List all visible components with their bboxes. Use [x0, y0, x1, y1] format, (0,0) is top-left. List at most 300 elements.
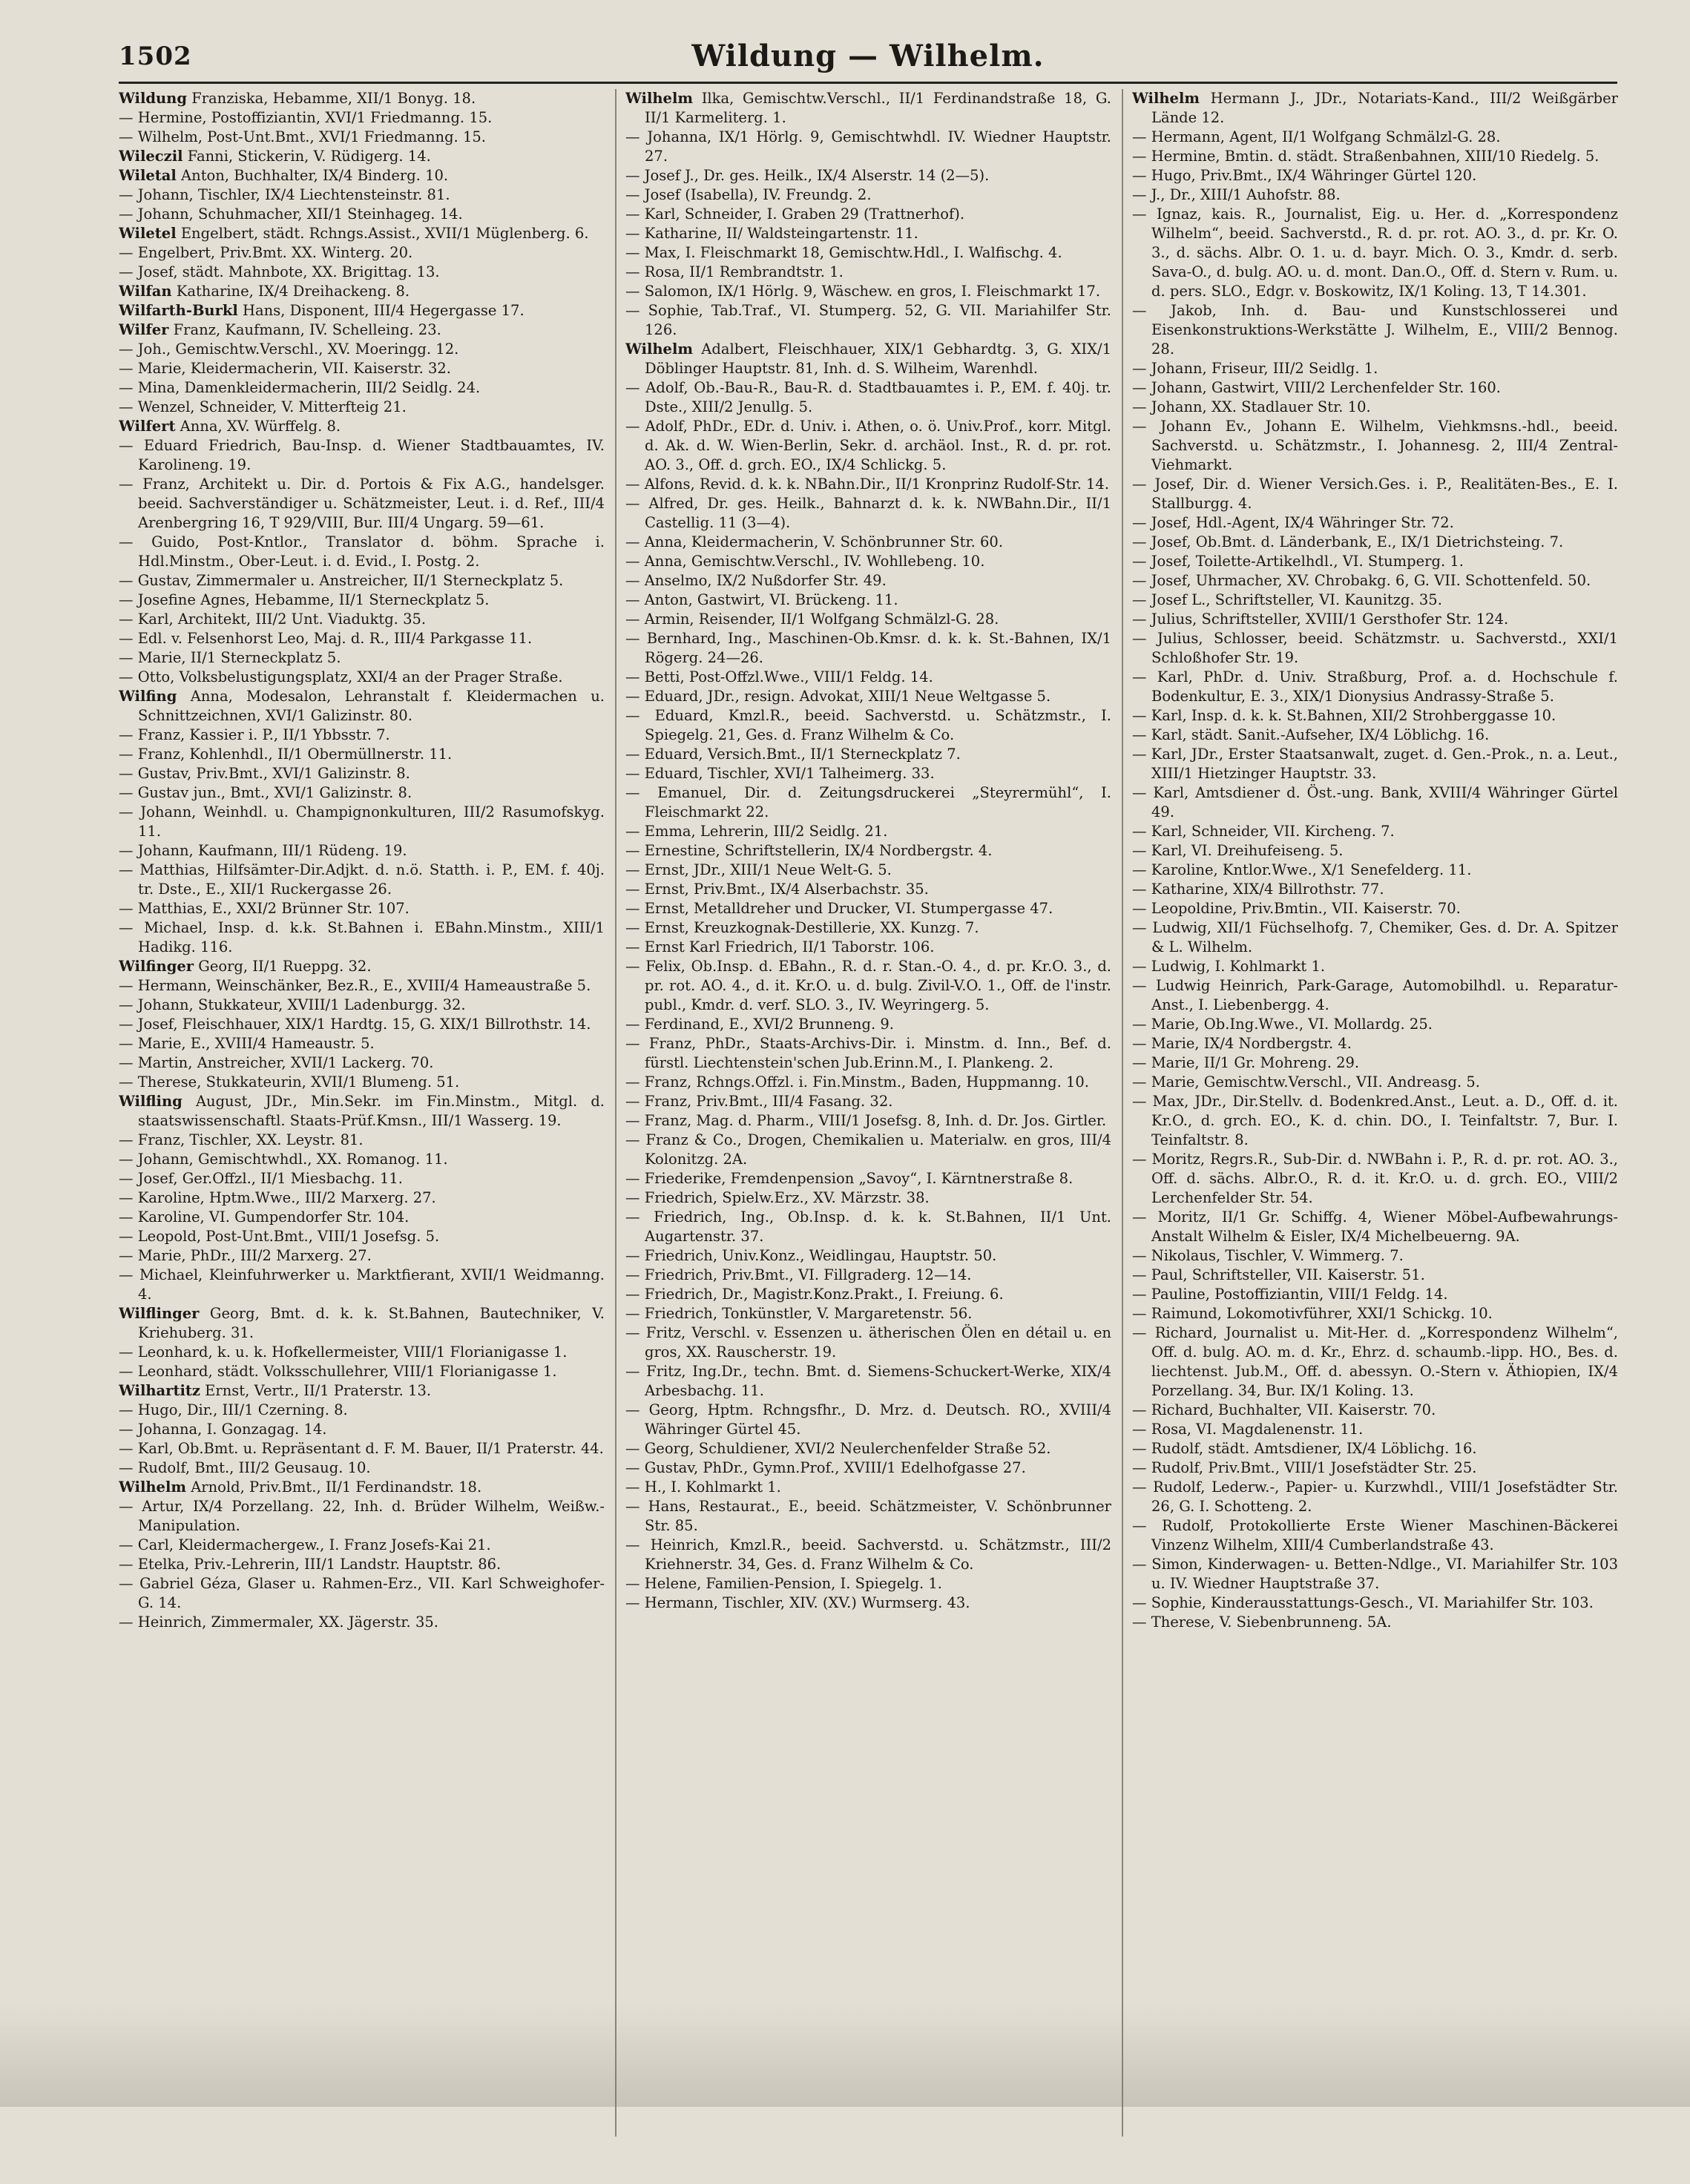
- directory-entry: [119, 1073, 605, 1092]
- entry-text: — Josef, Fleischhauer, XIX/1 Hardtg. 15, G. XIX/1 Billrothstr. 14.: [119, 1016, 591, 1033]
- directory-entry: [119, 398, 605, 417]
- entry-text: — Alfred, Dr. ges. Heilk., Bahnarzt d. k. k. NWBahn.Dir., II/1 Castellig. 11 (3—4).: [625, 495, 1111, 531]
- entry-text: — Johann, Gemischtwhdl., XX. Romanog. 11.: [119, 1151, 448, 1168]
- running-title: Wildung — Wilhelm.: [691, 39, 1045, 73]
- entry-text: — Katharine, II/ Waldsteingartenstr. 11.: [625, 225, 918, 242]
- entry-text: — Sophie, Tab.Traf., VI. Stumperg. 52, G. VII. Mariahilfer Str. 126.: [625, 302, 1111, 338]
- directory-entry: [1132, 89, 1618, 128]
- entry-text: — Artur, IX/4 Porzellang. 22, Inh. d. Brüder Wilhelm, Weißw.-Manipulation.: [119, 1498, 605, 1534]
- entry-text: — Hans, Restaurat., E., beeid. Schätzmeister, V. Schönbrunner Str. 85.: [625, 1498, 1111, 1534]
- entry-text: — Marie, Gemischtw.Verschl., VII. Andreasg. 5.: [1132, 1073, 1480, 1091]
- entry-text: — Franz, Architekt u. Dir. d. Portois & Fix A.G., handelsger. beeid. Sachverständiger u. Schätzmeister, Leut. i. d. Ref., III/4 Arenbergring 16, T 929/VIII, Bur. III/4 Ungarg. 59—61.: [119, 476, 605, 531]
- entry-text: — Engelbert, Priv.Bmt. XX. Winterg. 20.: [119, 244, 413, 261]
- directory-entry: [625, 1593, 1111, 1613]
- directory-entry: [119, 745, 605, 764]
- entry-text: — Bernhard, Ing., Maschinen-Ob.Kmsr. d. k. k. St.-Bahnen, IX/1 Rögerg. 24—26.: [625, 630, 1111, 666]
- directory-entry: [625, 494, 1111, 533]
- entry-surname: Wilfert: [119, 418, 176, 435]
- entry-text: Georg, II/1 Rueppg. 32.: [198, 958, 372, 975]
- directory-entry: [119, 166, 605, 185]
- entry-text: — Gustav, PhDr., Gymn.Prof., XVIII/1 Edelhofgasse 27.: [625, 1459, 1026, 1476]
- directory-entry: [119, 1092, 605, 1131]
- entry-text: — Paul, Schriftsteller, VII. Kaiserstr. 51.: [1132, 1266, 1425, 1283]
- entry-text: — Karl, Amtsdiener d. Öst.-ung. Bank, XVIII/4 Währinger Gürtel 49.: [1132, 784, 1618, 820]
- directory-entry: [119, 436, 605, 475]
- entry-text: — Karl, Insp. d. k. k. St.Bahnen, XII/2 Strohberggasse 10.: [1132, 707, 1556, 724]
- directory-entry: [625, 841, 1111, 861]
- directory-entry: [119, 1304, 605, 1343]
- entry-text: — Michael, Kleinfuhrwerker u. Marktfierant, XVII/1 Weidmanng. 4.: [119, 1266, 605, 1303]
- directory-entry: [119, 205, 605, 224]
- directory-entry: [119, 340, 605, 359]
- entry-text: — Gustav, Priv.Bmt., XVI/1 Galizinstr. 8.: [119, 765, 410, 782]
- entry-surname: Wilfer: [119, 321, 169, 338]
- entry-text: — Johann Ev., Johann E. Wilhelm, Viehkmsns.-hdl., beeid. Sachverstd. u. Schätzmstr., I. Johannesg. 2, III/4 Zentral-Viehmarkt.: [1132, 418, 1618, 473]
- entry-text: — Friedrich, Dr., Magistr.Konz.Prakt., I. Freiung. 6.: [625, 1286, 1004, 1303]
- entry-text: — Richard, Buchhalter, VII. Kaiserstr. 70.: [1132, 1401, 1436, 1418]
- entry-text: — Johanna, I. Gonzagag. 14.: [119, 1421, 327, 1438]
- entry-text: — Eduard, JDr., resign. Advokat, XIII/1 Neue Weltgasse 5.: [625, 688, 1051, 705]
- entry-text: Ernst, Vertr., II/1 Praterstr. 13.: [205, 1382, 432, 1399]
- entry-text: — Emma, Lehrerin, III/2 Seidlg. 21.: [625, 823, 888, 840]
- entry-text: — Franz & Co., Drogen, Chemikalien u. Materialw. en gros, III/4 Kolonitzg. 2A.: [625, 1131, 1111, 1168]
- entry-text: — Nikolaus, Tischler, V. Wimmerg. 7.: [1132, 1247, 1404, 1264]
- entry-text: — Friederike, Fremdenpension „Savoy“, I. Kärntnerstraße 8.: [625, 1170, 1073, 1187]
- entry-text: — Leonhard, städt. Volksschullehrer, VIII/1 Florianigasse 1.: [119, 1363, 557, 1380]
- directory-entry: [625, 128, 1111, 166]
- directory-entry: [1132, 1478, 1618, 1516]
- entry-text: — Rosa, VI. Magdalenenstr. 11.: [1132, 1421, 1364, 1438]
- directory-entry: [1132, 533, 1618, 552]
- entry-text: — Karl, städt. Sanit.-Aufseher, IX/4 Löblichg. 16.: [1132, 726, 1490, 743]
- directory-entry: [119, 224, 605, 243]
- entry-text: — Marie, Kleidermacherin, VII. Kaiserstr. 32.: [119, 360, 451, 377]
- directory-entry: [1132, 976, 1618, 1015]
- entry-text: — Ludwig, I. Kohlmarkt 1.: [1132, 958, 1326, 975]
- entry-text: — Johann, Stukkateur, XVIII/1 Ladenburgg. 32.: [119, 996, 466, 1013]
- directory-entry: [625, 89, 1111, 128]
- entry-text: — Marie, IX/4 Nordbergstr. 4.: [1132, 1035, 1352, 1052]
- directory-entry: [1132, 899, 1618, 918]
- directory-entry: [119, 1420, 605, 1439]
- entry-text: — Ernst, Priv.Bmt., IX/4 Alserbachstr. 35.: [625, 881, 929, 898]
- entry-text: — Max, I. Fleischmarkt 18, Gemischtw.Hdl., I. Walfischg. 4.: [625, 244, 1062, 261]
- entry-text: — Anna, Kleidermacherin, V. Schönbrunner Str. 60.: [625, 533, 1004, 550]
- directory-entry: [625, 1536, 1111, 1574]
- entry-text: — Josef, Hdl.-Agent, IX/4 Währinger Str. 72.: [1132, 514, 1454, 531]
- entry-text: — Franz, Kohlenhdl., II/1 Obermüllnerstr. 11.: [119, 746, 453, 763]
- entry-text: August, JDr., Min.Sekr. im Fin.Minstm., Mitgl. d. staatswissenschaftl. Staats-Prüf.Kmsn., III/1 Wasserg. 19.: [138, 1093, 605, 1129]
- directory-entry: [119, 108, 605, 128]
- entry-text: — Richard, Journalist u. Mit-Her. d. „Korrespondenz Wilhelm“, Off. d. bulg. AO. m. d. Kr., Ehrz. d. schaumb.-lipp. HO., Bes. d. liechtenst. Jub.M., Off. d. abessyn. O.-Stern v. Äthiopien, IX/4 Porzellang. 34, Bur. IX/1 Koling. 13.: [1132, 1324, 1618, 1399]
- directory-entry: [1132, 591, 1618, 610]
- entry-text: — Karl, PhDr. d. Univ. Straßburg, Prof. a. d. Hochschule f. Bodenkultur, E. 3., XIX/1 Dionysius Andrassy-Straße 5.: [1132, 668, 1618, 705]
- entry-text: — Hugo, Priv.Bmt., IX/4 Währinger Gürtel 120.: [1132, 167, 1477, 184]
- entry-text: — Felix, Ob.Insp. d. EBahn., R. d. r. Stan.-O. 4., d. pr. Kr.O. 3., d. pr. rot. AO. 4., d. it. Kr.O. u. d. bulg. Zivil-V.O. 1., Off. de l'instr. publ., Kmdr. d. verf. SLO. 3., IV. Weyringerg. 5.: [625, 958, 1111, 1013]
- directory-entry: [1132, 1439, 1618, 1458]
- directory-entry: [625, 1073, 1111, 1092]
- directory-entry: [625, 1323, 1111, 1362]
- directory-entry: [625, 783, 1111, 822]
- directory-entry: [1132, 1593, 1618, 1613]
- directory-entry: [119, 976, 605, 996]
- directory-entry: [1132, 417, 1618, 475]
- entry-text: — Raimund, Lokomotivführer, XXI/1 Schickg. 10.: [1132, 1305, 1493, 1322]
- entry-text: — Leopold, Post-Unt.Bmt., VIII/1 Josefsg. 5.: [119, 1228, 440, 1245]
- entry-text: — Mina, Damenkleidermacherin, III/2 Seidlg. 24.: [119, 379, 481, 396]
- directory-entry: [119, 591, 605, 610]
- entry-text: — Johann, Tischler, IX/4 Liechtensteinstr. 81.: [119, 186, 450, 203]
- directory-entry: [119, 726, 605, 745]
- directory-entry: [119, 263, 605, 282]
- directory-entry: [1132, 359, 1618, 378]
- entry-text: Anton, Buchhalter, IX/4 Binderg. 10.: [181, 167, 449, 184]
- directory-entry: [1132, 1034, 1618, 1053]
- directory-entry: [625, 1034, 1111, 1073]
- directory-entry: [1132, 398, 1618, 417]
- directory-entry: [625, 1111, 1111, 1131]
- entry-surname: Wilfan: [119, 283, 172, 300]
- directory-entry: [625, 1188, 1111, 1208]
- directory-entry: [119, 1188, 605, 1208]
- entry-surname: Wildung: [119, 90, 187, 107]
- entry-text: Engelbert, städt. Rchngs.Assist., XVII/1 Müglenberg. 6.: [180, 225, 589, 242]
- entry-text: — Adolf, Ob.-Bau-R., Bau-R. d. Stadtbauamtes i. P., EM. f. 40j. tr. Dste., XIII/2 Jenullg. 5.: [625, 379, 1111, 415]
- directory-entry: [625, 687, 1111, 706]
- directory-entry: [625, 1574, 1111, 1593]
- entry-text: — Rudolf, Bmt., III/2 Geusaug. 10.: [119, 1459, 371, 1476]
- entry-text: — Katharine, XIX/4 Billrothstr. 77.: [1132, 881, 1384, 898]
- entry-text: — Johann, Schuhmacher, XII/1 Steinhageg. 14.: [119, 205, 463, 223]
- directory-entry: [625, 1169, 1111, 1188]
- entry-text: — Jakob, Inh. d. Bau- und Kunstschlosserei und Eisenkonstruktions-Werkstätte J. Wilhelm, E., VIII/2 Bennog. 28.: [1132, 302, 1618, 358]
- entry-text: — Karl, Schneider, VII. Kircheng. 7.: [1132, 823, 1395, 840]
- directory-entry: [1132, 475, 1618, 513]
- directory-entry: [1132, 629, 1618, 668]
- directory-entry: [1132, 1420, 1618, 1439]
- directory-entry: [625, 1015, 1111, 1034]
- directory-entry: [119, 147, 605, 166]
- directory-entry: [625, 764, 1111, 783]
- entry-text: — Otto, Volksbelustigungsplatz, XXI/4 an der Prager Straße.: [119, 668, 563, 685]
- directory-entry: [1132, 918, 1618, 957]
- entry-text: — Friedrich, Spielw.Erz., XV. Märzstr. 38.: [625, 1189, 930, 1206]
- directory-entry: [625, 1131, 1111, 1169]
- entry-surname: Wilfinger: [119, 958, 194, 975]
- directory-entry: [119, 610, 605, 629]
- directory-entry: [625, 591, 1111, 610]
- entry-text: — Ernst, Metalldreher und Drucker, VI. Stumpergasse 47.: [625, 900, 1053, 917]
- directory-entry: [625, 745, 1111, 764]
- entry-surname: Wilhartitz: [119, 1382, 200, 1399]
- entry-text: — Friedrich, Ing., Ob.Insp. d. k. k. St.Bahnen, II/1 Unt. Augartenstr. 37.: [625, 1208, 1111, 1245]
- entry-text: — Betti, Post-Offzl.Wwe., VIII/1 Feldg. 14.: [625, 668, 933, 685]
- entry-text: — Julius, Schlosser, beeid. Schätzmstr. u. Sachverstd., XXI/1 Schloßhofer Str. 19.: [1132, 630, 1618, 666]
- directory-entry: [625, 1497, 1111, 1536]
- directory-entry: [1132, 841, 1618, 861]
- directory-entry: [625, 957, 1111, 1015]
- directory-entry: [119, 320, 605, 340]
- entry-text: — Franz, Rchngs.Offzl. i. Fin.Minstm., Baden, Huppmanng. 10.: [625, 1073, 1089, 1091]
- entry-text: — Rudolf, Protokollierte Erste Wiener Maschinen-Bäckerei Vinzenz Wilhelm, XIII/4 Cumberlandstraße 43.: [1132, 1517, 1618, 1553]
- directory-entry: [625, 282, 1111, 301]
- column-divider: [615, 89, 617, 2137]
- entry-text: — Eduard Friedrich, Bau-Insp. d. Wiener Stadtbauamtes, IV. Karolineng. 19.: [119, 437, 605, 473]
- directory-entry: [625, 1092, 1111, 1111]
- entry-text: — Karl, Ob.Bmt. u. Repräsentant d. F. M. Bauer, II/1 Praterstr. 44.: [119, 1440, 604, 1457]
- entry-text: Adalbert, Fleischhauer, XIX/1 Gebhardtg. 3, G. XIX/1 Döblinger Hauptstr. 81, Inh. d. S. Wilheim, Warenhdl.: [645, 341, 1111, 377]
- entry-text: — Therese, Stukkateurin, XVII/1 Blumeng. 51.: [119, 1073, 460, 1091]
- entry-text: — Edl. v. Felsenhorst Leo, Maj. d. R., III/4 Parkgasse 11.: [119, 630, 533, 647]
- directory-entry: [625, 1362, 1111, 1401]
- directory-entry: [625, 822, 1111, 841]
- directory-entry: [119, 1131, 605, 1150]
- directory-entry: [625, 533, 1111, 552]
- entry-text: Hermann J., JDr., Notariats-Kand., III/2 Weißgärber Lände 12.: [1151, 90, 1618, 126]
- directory-entry: [625, 938, 1111, 957]
- entry-text: — Josef J., Dr. ges. Heilk., IX/4 Alserstr. 14 (2—5).: [625, 167, 990, 184]
- directory-entry: [119, 648, 605, 668]
- directory-entry: [625, 1266, 1111, 1285]
- directory-entry: [625, 1304, 1111, 1323]
- directory-entry: [1132, 147, 1618, 166]
- directory-entry: [119, 803, 605, 841]
- entry-text: — Gustav jun., Bmt., XVI/1 Galizinstr. 8.: [119, 784, 412, 801]
- entry-text: — Gabriel Géza, Glaser u. Rahmen-Erz., VII. Karl Schweighofer-G. 14.: [119, 1575, 605, 1611]
- entry-text: — Ernst Karl Friedrich, II/1 Taborstr. 106.: [625, 938, 935, 956]
- directory-entry: [119, 475, 605, 533]
- entry-text: — Karl, JDr., Erster Staatsanwalt, zuget. d. Gen.-Prok., n. a. Leut., XIII/1 Hietzinger Hauptstr. 33.: [1132, 746, 1618, 782]
- directory-entry: [1132, 301, 1618, 359]
- entry-text: — Josef, Ger.Offzl., II/1 Miesbachg. 11.: [119, 1170, 403, 1187]
- entry-text: — Rudolf, Lederw.-, Papier- u. Kurzwhdl., VIII/1 Josefstädter Str. 26, G. I. Schotteng. 2.: [1132, 1479, 1618, 1515]
- entry-text: — Ferdinand, E., XVI/2 Brunneng. 9.: [625, 1016, 894, 1033]
- entry-text: — Wilhelm, Post-Unt.Bmt., XVI/1 Friedmanng. 15.: [119, 128, 486, 145]
- directory-entry: [119, 301, 605, 320]
- directory-entry: [119, 89, 605, 108]
- entry-text: — Hermann, Agent, II/1 Wolfgang Schmälzl-G. 28.: [1132, 128, 1501, 145]
- directory-entry: [1132, 706, 1618, 726]
- directory-entry: [1132, 1150, 1618, 1208]
- directory-entry: [625, 1478, 1111, 1497]
- directory-entry: [625, 166, 1111, 185]
- column-3: [1132, 89, 1618, 2137]
- entry-text: — Marie, II/1 Sterneckplatz 5.: [119, 649, 341, 666]
- entry-text: — H., I. Kohlmarkt 1.: [625, 1479, 781, 1496]
- entry-text: — Karl, VI. Dreihufeiseng. 5.: [1132, 842, 1344, 859]
- directory-entry: [119, 1208, 605, 1227]
- directory-entry: [625, 475, 1111, 494]
- directory-entry: [119, 918, 605, 957]
- entry-surname: Wilhelm: [625, 90, 693, 107]
- directory-entry: [625, 1246, 1111, 1266]
- entry-text: — Ludwig Heinrich, Park-Garage, Automobilhdl. u. Reparatur-Anst., I. Liebenbergg. 4.: [1132, 977, 1618, 1013]
- directory-entry: [625, 571, 1111, 591]
- column-2: [625, 89, 1111, 2137]
- directory-entry: [119, 629, 605, 648]
- directory-entry: [119, 1439, 605, 1458]
- directory-entry: [1132, 1246, 1618, 1266]
- entry-surname: Wilfling: [119, 1093, 183, 1110]
- directory-entry: [1132, 668, 1618, 706]
- entry-text: — Ernst, JDr., XIII/1 Neue Welt-G. 5.: [625, 861, 892, 878]
- directory-entry: [1132, 1266, 1618, 1285]
- entry-text: — Marie, PhDr., III/2 Marxerg. 27.: [119, 1247, 372, 1264]
- directory-entry: [1132, 880, 1618, 899]
- directory-entry: [119, 1015, 605, 1034]
- entry-text: — Eduard, Tischler, XVI/1 Talheimerg. 33.: [625, 765, 935, 782]
- entry-text: — Ludwig, XII/1 Füchselhofg. 7, Chemiker, Ges. d. Dr. A. Spitzer & L. Wilhelm.: [1132, 919, 1618, 956]
- entry-text: Anna, XV. Würffelg. 8.: [180, 418, 341, 435]
- directory-entry: [119, 1169, 605, 1188]
- directory-entry: [119, 359, 605, 378]
- entry-text: — Josef (Isabella), IV. Freundg. 2.: [625, 186, 872, 203]
- entry-text: — J., Dr., XIII/1 Auhofstr. 88.: [1132, 186, 1341, 203]
- header-rule: [119, 82, 1617, 84]
- entry-text: Arnold, Priv.Bmt., II/1 Ferdinandstr. 18.: [191, 1479, 482, 1496]
- directory-entry: [1132, 745, 1618, 783]
- entry-text: Anna, Modesalon, Lehranstalt f. Kleidermachen u. Schnittzeichnen, XVI/1 Galizinstr. 80.: [138, 688, 605, 724]
- entry-text: — Moritz, II/1 Gr. Schiffg. 4, Wiener Möbel-Aufbewahrungs-Anstalt Wilhelm & Eisler, IX/4 Michelbeuerng. 9A.: [1132, 1208, 1618, 1245]
- entry-text: — Martin, Anstreicher, XVII/1 Lackerg. 70.: [119, 1054, 434, 1071]
- directory-entry: [119, 996, 605, 1015]
- entry-surname: Wilhelm: [1132, 90, 1200, 107]
- entry-surname: Wilhelm: [625, 341, 693, 358]
- entry-text: — Anselmo, IX/2 Nußdorfer Str. 49.: [625, 572, 887, 589]
- entry-text: — Ignaz, kais. R., Journalist, Eig. u. Her. d. „Korrespondenz Wilhelm“, beeid. Sachverstd., R. d. pr. rot. AO. 3., d. pr. Kr. O. 3., d. sächs. Albr. O. 1. u. d. bayr. Mich. O. 3., Kmdr. d. serb. Sava-O., d. bulg. AO. u. d. mont. Dan.O., Off. d. Stern v. Rum. u. d. pers. SLO., Edgr. v. Boskowitz, IX/1 Koling. 13, T 14.301.: [1132, 205, 1618, 300]
- entry-text: — Karoline, VI. Gumpendorfer Str. 104.: [119, 1208, 410, 1226]
- entry-text: — Matthias, E., XXI/2 Brünner Str. 107.: [119, 900, 410, 917]
- entry-text: — Heinrich, Kmzl.R., beeid. Sachverstd. u. Schätzmstr., III/2 Kriehnerstr. 34, Ges. d. Franz Wilhelm & Co.: [625, 1536, 1111, 1573]
- entry-text: — Johann, Weinhdl. u. Champignonkulturen, III/2 Rasumofskyg. 11.: [119, 803, 605, 840]
- entry-text: — Carl, Kleidermachergew., I. Franz Josefs-Kai 21.: [119, 1536, 491, 1553]
- entry-text: — Rudolf, städt. Amtsdiener, IX/4 Löblichg. 16.: [1132, 1440, 1477, 1457]
- directory-entry: [119, 1478, 605, 1497]
- entry-text: — Salomon, IX/1 Hörlg. 9, Wäschew. en gros, I. Fleischmarkt 17.: [625, 283, 1101, 300]
- entry-surname: Wilflinger: [119, 1305, 200, 1322]
- entry-text: — Ernst, Kreuzkognak-Destillerie, XX. Kunzg. 7.: [625, 919, 979, 936]
- directory-entry: [119, 841, 605, 861]
- entry-text: — Marie, II/1 Gr. Mohreng. 29.: [1132, 1054, 1360, 1071]
- entry-text: — Therese, V. Siebenbrunneng. 5A.: [1132, 1614, 1392, 1631]
- entry-text: — Josef L., Schriftsteller, VI. Kaunitzg. 35.: [1132, 591, 1442, 608]
- directory-entry: [119, 282, 605, 301]
- directory-entry: [1132, 1053, 1618, 1073]
- directory-entry: [625, 668, 1111, 687]
- entry-text: — Josef, Ob.Bmt. d. Länderbank, E., IX/1 Dietrichsteing. 7.: [1132, 533, 1564, 550]
- directory-entry: [119, 861, 605, 899]
- directory-entry: [625, 1208, 1111, 1246]
- entry-text: — Etelka, Priv.-Lehrerin, III/1 Landstr. Hauptstr. 86.: [119, 1556, 502, 1573]
- directory-entry: [625, 243, 1111, 263]
- directory-entry: [625, 1458, 1111, 1478]
- entry-text: — Michael, Insp. d. k.k. St.Bahnen i. EBahn.Minstm., XIII/1 Hadikg. 116.: [119, 919, 605, 956]
- entry-text: — Anton, Gastwirt, VI. Brückeng. 11.: [625, 591, 898, 608]
- directory-entry: [119, 1536, 605, 1555]
- entry-text: — Karoline, Hptm.Wwe., III/2 Marxerg. 27.: [119, 1189, 436, 1206]
- entry-text: — Friedrich, Priv.Bmt., VI. Fillgraderg. 12—14.: [625, 1266, 972, 1283]
- entry-text: — Rosa, II/1 Rembrandtstr. 1.: [625, 263, 844, 280]
- directory-entry: [1132, 726, 1618, 745]
- directory-entry: [1132, 822, 1618, 841]
- directory-entry: [119, 1381, 605, 1401]
- entry-surname: Wilfarth-Burkl: [119, 302, 238, 319]
- entry-text: — Matthias, Hilfsämter-Dir.Adjkt. d. n.ö. Statth. i. P., EM. f. 40j. tr. Dste., E., XII/1 Ruckergasse 26.: [119, 861, 605, 898]
- entry-text: — Alfons, Revid. d. k. k. NBahn.Dir., II/1 Kronprinz Rudolf-Str. 14.: [625, 476, 1110, 493]
- directory-entry: [625, 205, 1111, 224]
- entry-text: Franz, Kaufmann, IV. Schelleing. 23.: [173, 321, 441, 338]
- directory-entry: [1132, 1516, 1618, 1555]
- directory-entry: [119, 128, 605, 147]
- directory-entry: [1132, 783, 1618, 822]
- directory-entry: [1132, 1304, 1618, 1323]
- entry-text: — Sophie, Kinderausstattungs-Gesch., VI. Mariahilfer Str. 103.: [1132, 1594, 1594, 1611]
- entry-text: — Josef, städt. Mahnbote, XX. Brigittag. 13.: [119, 263, 440, 280]
- column-divider: [1122, 89, 1123, 2137]
- entry-surname: Wiletel: [119, 225, 177, 242]
- entry-text: Georg, Bmt. d. k. k. St.Bahnen, Bautechniker, V. Kriehuberg. 31.: [138, 1305, 605, 1341]
- directory-entry: [119, 1458, 605, 1478]
- directory-entry: [1132, 1073, 1618, 1092]
- directory-entry: [625, 861, 1111, 880]
- directory-entry: [1132, 1208, 1618, 1246]
- directory-entry: [1132, 128, 1618, 147]
- directory-entry: [625, 706, 1111, 745]
- directory-entry: [119, 764, 605, 783]
- directory-entry: [119, 1053, 605, 1073]
- entry-text: — Hermine, Postoffiziantin, XVI/1 Friedmanng. 15.: [119, 109, 493, 126]
- entry-text: — Fritz, Ing.Dr., techn. Bmt. d. Siemens-Schuckert-Werke, XIX/4 Arbesbachg. 11.: [625, 1363, 1111, 1399]
- directory-entry: [1132, 571, 1618, 591]
- directory-entry: [1132, 513, 1618, 533]
- entry-text: — Franz, PhDr., Staats-Archivs-Dir. i. Minstm. d. Inn., Bef. d. fürstl. Liechtenstein'schen Jub.Erinn.M., I. Plankeng. 2.: [625, 1035, 1111, 1071]
- entry-text: — Leonhard, k. u. k. Hofkellermeister, VIII/1 Florianigasse 1.: [119, 1343, 568, 1361]
- entry-text: — Johann, Friseur, III/2 Seidlg. 1.: [1132, 360, 1378, 377]
- directory-entry: [1132, 1401, 1618, 1420]
- directory-entry: [625, 1439, 1111, 1458]
- entry-text: — Joh., Gemischtw.Verschl., XV. Moeringg. 12.: [119, 341, 459, 358]
- entry-text: Katharine, IX/4 Dreihackeng. 8.: [176, 283, 410, 300]
- directory-entry: [625, 1285, 1111, 1304]
- entry-text: — Emanuel, Dir. d. Zeitungsdruckerei „Steyrermühl“, I. Fleischmarkt 22.: [625, 784, 1111, 820]
- entry-text: — Hermine, Bmtin. d. städt. Straßenbahnen, XIII/10 Riedelg. 5.: [1132, 148, 1599, 165]
- directory-entry: [119, 1401, 605, 1420]
- entry-text: — Karl, Schneider, I. Graben 29 (Trattnerhof).: [625, 205, 965, 223]
- directory-entry: [625, 899, 1111, 918]
- entry-text: Ilka, Gemischtw.Verschl., II/1 Ferdinandstraße 18, G. II/1 Karmeliterg. 1.: [645, 90, 1111, 126]
- directory-entry: [1132, 957, 1618, 976]
- directory-entry: [119, 1497, 605, 1536]
- entry-text: — Pauline, Postoffiziantin, VIII/1 Feldg. 14.: [1132, 1286, 1448, 1303]
- directory-entry: [1132, 1323, 1618, 1401]
- directory-entry: [119, 378, 605, 398]
- directory-entry: [119, 185, 605, 205]
- entry-text: — Josef, Toilette-Artikelhdl., VI. Stumperg. 1.: [1132, 553, 1464, 570]
- directory-entry: [625, 880, 1111, 899]
- entry-text: — Franz, Kassier i. P., II/1 Ybbsstr. 7.: [119, 726, 390, 743]
- entry-text: Fanni, Stickerin, V. Rüdigerg. 14.: [187, 148, 431, 165]
- directory-entry: [119, 687, 605, 726]
- entry-text: — Georg, Schuldiener, XVI/2 Neulerchenfelder Straße 52.: [625, 1440, 1051, 1457]
- entry-surname: Wilfing: [119, 688, 177, 705]
- entry-text: — Johann, Kaufmann, III/1 Rüdeng. 19.: [119, 842, 407, 859]
- directory-entry: [625, 185, 1111, 205]
- entry-text: — Anna, Gemischtw.Verschl., IV. Wohllebeng. 10.: [625, 553, 985, 570]
- entry-text: — Marie, Ob.Ing.Wwe., VI. Mollardg. 25.: [1132, 1016, 1433, 1033]
- entry-text: — Fritz, Verschl. v. Essenzen u. ätherischen Ölen en détail u. en gros, XX. Rauscherstr. 19.: [625, 1324, 1111, 1361]
- entry-text: — Franz, Priv.Bmt., III/4 Fasang. 32.: [625, 1093, 893, 1110]
- directory-entry: [119, 899, 605, 918]
